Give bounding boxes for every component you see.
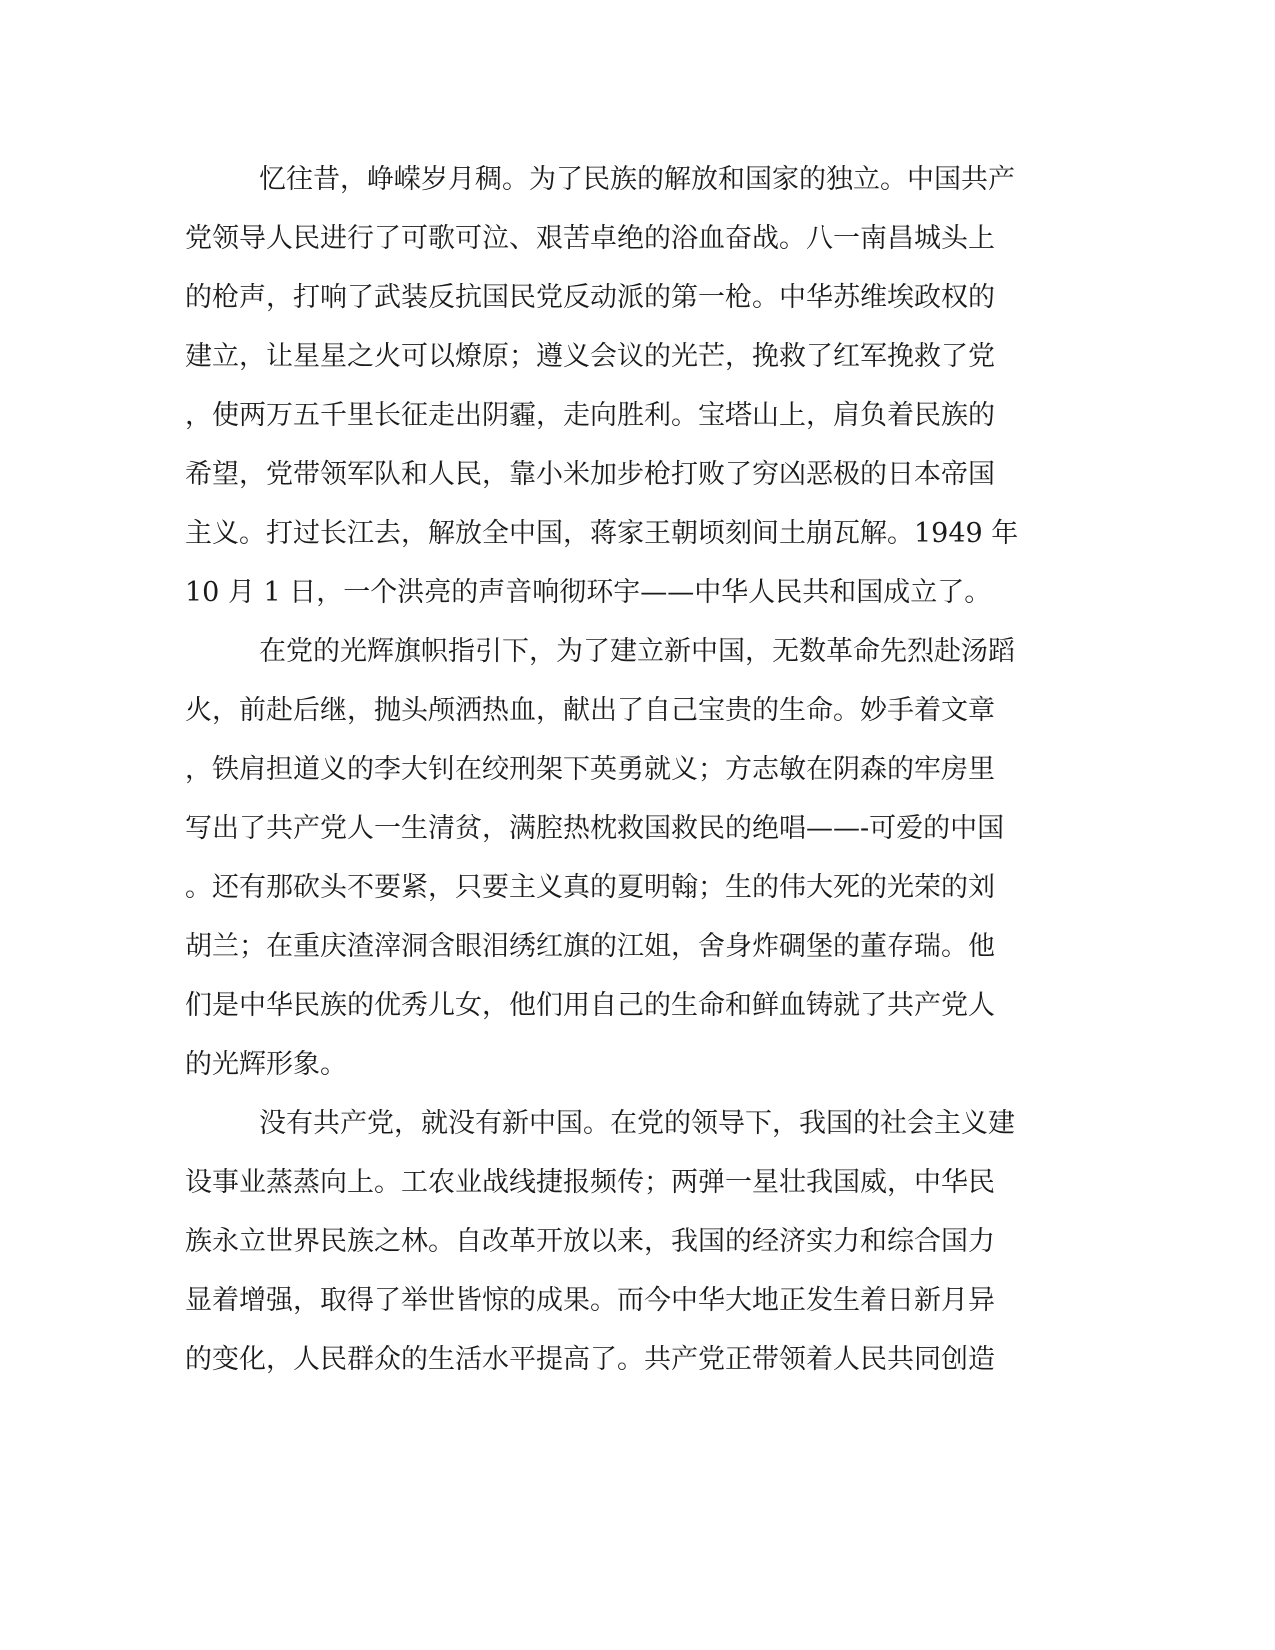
- paragraph-2-line-6: 胡兰；在重庆渣滓洞含眼泪绣红旗的江姐，舍身炸碉堡的董存瑞。他: [185, 931, 995, 962]
- paragraph-1-line-4: 建立，让星星之火可以燎原；遵义会议的光芒，挽救了红军挽救了党: [185, 341, 995, 372]
- paragraph-2-line-4: 写出了共产党人一生清贫，满腔热枕救国救民的绝唱——-可爱的中国: [185, 813, 1005, 844]
- paragraph-2-line-1: 在党的光辉旗帜指引下，为了建立新中国，无数革命先烈赴汤蹈: [259, 636, 1015, 667]
- paragraph-2-line-3: ，铁肩担道义的李大钊在绞刑架下英勇就义；方志敏在阴森的牢房里: [185, 754, 995, 785]
- paragraph-3-line-3: 族永立世界民族之林。自改革开放以来，我国的经济实力和综合国力: [185, 1226, 995, 1257]
- paragraph-2-line-2: 火，前赴后继，抛头颅洒热血，献出了自己宝贵的生命。妙手着文章: [185, 695, 995, 726]
- paragraph-3-line-4: 显着增强，取得了举世皆惊的成果。而今中华大地正发生着日新月异: [185, 1285, 995, 1316]
- paragraph-1-line-7: 主义。打过长江去，解放全中国，蒋家王朝顷刻间土崩瓦解。1949 年: [185, 518, 1019, 549]
- paragraph-1-line-2: 党领导人民进行了可歌可泣、艰苦卓绝的浴血奋战。八一南昌城头上: [185, 223, 995, 254]
- paragraph-3-line-2: 设事业蒸蒸向上。工农业战线捷报频传；两弹一星壮我国威，中华民: [185, 1167, 995, 1198]
- paragraph-1-line-3: 的枪声，打响了武装反抗国民党反动派的第一枪。中华苏维埃政权的: [185, 282, 995, 313]
- paragraph-2-line-7: 们是中华民族的优秀儿女，他们用自己的生命和鲜血铸就了共产党人: [185, 990, 995, 1021]
- paragraph-1-line-5: ，使两万五千里长征走出阴霾，走向胜利。宝塔山上，肩负着民族的: [185, 400, 995, 431]
- paragraph-3-line-5: 的变化，人民群众的生活水平提高了。共产党正带领着人民共同创造: [185, 1344, 995, 1375]
- paragraph-2-line-5: 。还有那砍头不要紧，只要主义真的夏明翰；生的伟大死的光荣的刘: [185, 872, 995, 903]
- paragraph-1-line-6: 希望，党带领军队和人民，靠小米加步枪打败了穷凶恶极的日本帝国: [185, 459, 995, 490]
- paragraph-1-line-1: 忆往昔，峥嵘岁月稠。为了民族的解放和国家的独立。中国共产: [259, 164, 1015, 195]
- paragraph-3-line-1: 没有共产党，就没有新中国。在党的领导下，我国的社会主义建: [259, 1108, 1015, 1139]
- paragraph-2-line-8: 的光辉形象。: [185, 1049, 347, 1080]
- paragraph-1-line-8: 10 月 1 日，一个洪亮的声音响彻环宇——中华人民共和国成立了。: [185, 577, 992, 608]
